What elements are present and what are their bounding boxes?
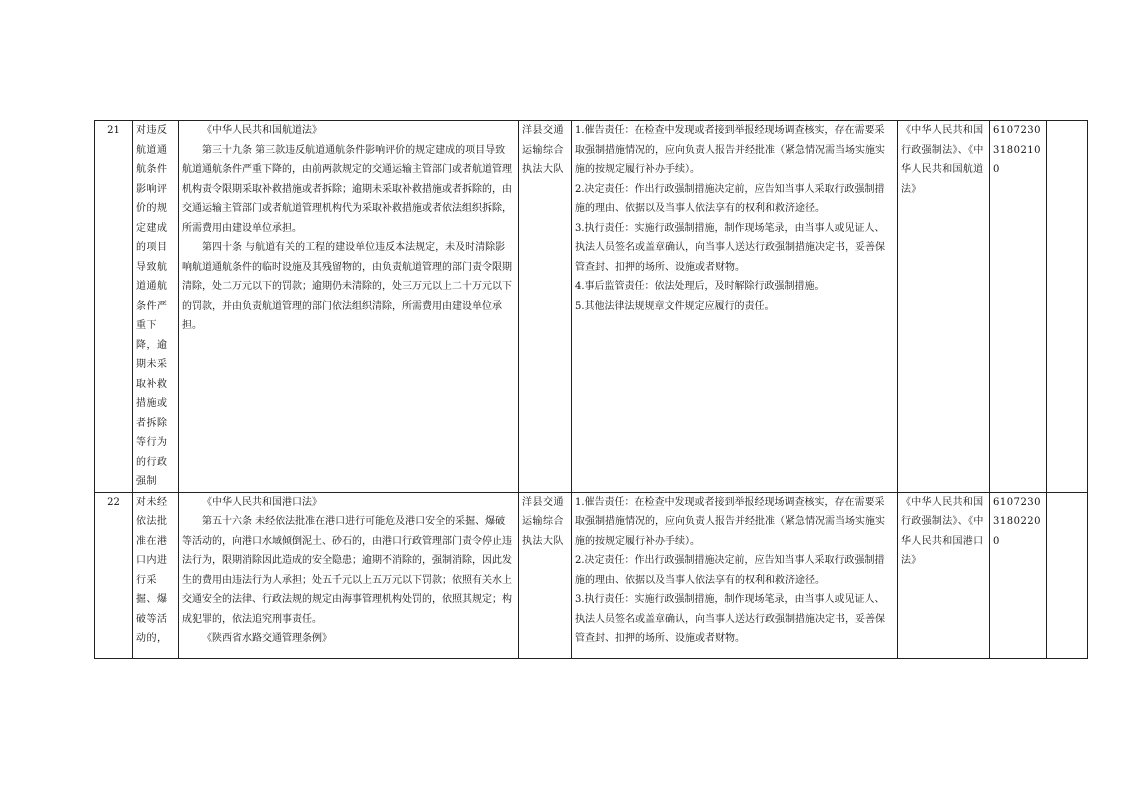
law-article: 第三十九条 第三款违反航道通航条件影响评价的规定建成的项目导致航道通航条件严重下降的，由前两款规定的交通运输主管部门或者航道管理机构责令限期采取补救措施或者拆除；逾期未采取补救措施或者拆除的，由交通运输主管部门或者航道管理机构代为采取补救措施或者依法组织拆除，所需费用由建设单位承担。	[182, 144, 512, 234]
table-row	[95, 121, 1088, 493]
item-code: 610723031802200	[990, 492, 1047, 658]
responsibility-list	[572, 121, 898, 493]
responsibility-item: 4.事后监管责任：依法处理后，及时解除行政强制措施。	[575, 281, 825, 292]
responsibility-item: 1.催告责任：在检查中发现或者接到举报经现场调查核实，存在需要采取强制措施情况的，应向负责人报告并经批准（紧急情况需当场实施实施的按规定履行补办手续）。	[575, 496, 885, 547]
law-title: 《陕西省水路交通管理条例》	[202, 633, 332, 644]
legal-basis	[179, 121, 519, 493]
row-number: 22	[95, 492, 133, 658]
row-number: 21	[95, 121, 133, 493]
responsibility-item: 2.决定责任：作出行政强制措施决定前，应告知当事人采取行政强制措施的理由、依据以及当事人依法享有的权利和救济途径。	[575, 183, 885, 214]
responsibility-item: 3.执行责任：实施行政强制措施，制作现场笔录，由当事人或见证人、执法人员签名或盖章确认，向当事人送达行政强制措施决定书，妥善保管查封、扣押的场所、设施或者财物。	[575, 594, 885, 644]
item-code: 610723031802100	[990, 121, 1047, 493]
reference-laws: 《中华人民共和国行政强制法》、《中华人民共和国港口法》	[898, 492, 990, 658]
remark	[1047, 492, 1088, 658]
law-article: 第四十条 与航道有关的工程的建设单位违反本法规定，未及时清除影响航道通航条件的临时设施及其残留物的，由负责航道管理的部门责令限期清除，处二万元以下的罚款；逾期仍未清除的，处三万元以上二十万元以下的罚款，并由负责航道管理的部门依法组织清除，所需费用由建设单位承担。	[182, 242, 512, 331]
power-list-table	[94, 120, 1088, 659]
remark	[1047, 121, 1088, 493]
responsible-department: 洋县交通运输综合执法大队	[519, 492, 572, 658]
responsibility-item: 5.其他法律法规规章文件规定应履行的责任。	[575, 300, 775, 312]
legal-basis	[179, 492, 519, 658]
responsible-department: 洋县交通运输综合执法大队	[519, 121, 572, 493]
item-name: 对违反航道通航条件影响评价的规定建成的项目导致航道通航条件严重下降，逾期未采取补救措施或者拆除等行为的行政强制	[133, 121, 179, 493]
responsibility-item: 2.决定责任：作出行政强制措施决定前，应告知当事人采取行政强制措施的理由、依据以及当事人依法享有的权利和救济途径。	[575, 555, 885, 586]
item-name: 对未经依法批准在港口内进行采掘、爆破等活动的，	[133, 492, 179, 658]
reference-laws: 《中华人民共和国行政强制法》、《中华人民共和国航道法》	[898, 121, 990, 493]
responsibility-item: 1.催告责任：在检查中发现或者接到举报经现场调查核实，存在需要采取强制措施情况的，应向负责人报告并经批准（紧急情况需当场实施实施的按规定履行补办手续）。	[575, 125, 885, 175]
responsibility-list	[572, 492, 898, 658]
law-article: 第五十六条 未经依法批准在港口进行可能危及港口安全的采掘、爆破等活动的，向港口水域倾倒泥土、砂石的，由港口行政管理部门责令停止违法行为，限期消除因此造成的安全隐患；逾期不消除的，强制消除，因此发生的费用由违法行为人承担；处五千元以上五万元以下罚款；依照有关水上交通安全的法律、行政法规的规定由海事管理机构处罚的，依照其规定；构成犯罪的，依法追究刑事责任。	[182, 516, 512, 625]
responsibility-item: 3.执行责任：实施行政强制措施，制作现场笔录，由当事人或见证人、执法人员签名或盖章确认，向当事人送达行政强制措施决定书，妥善保管查封、扣押的场所、设施或者财物。	[575, 222, 885, 273]
law-title: 《中华人民共和国航道法》	[202, 125, 322, 136]
law-title: 《中华人民共和国港口法》	[202, 496, 322, 508]
table-row	[95, 492, 1088, 658]
